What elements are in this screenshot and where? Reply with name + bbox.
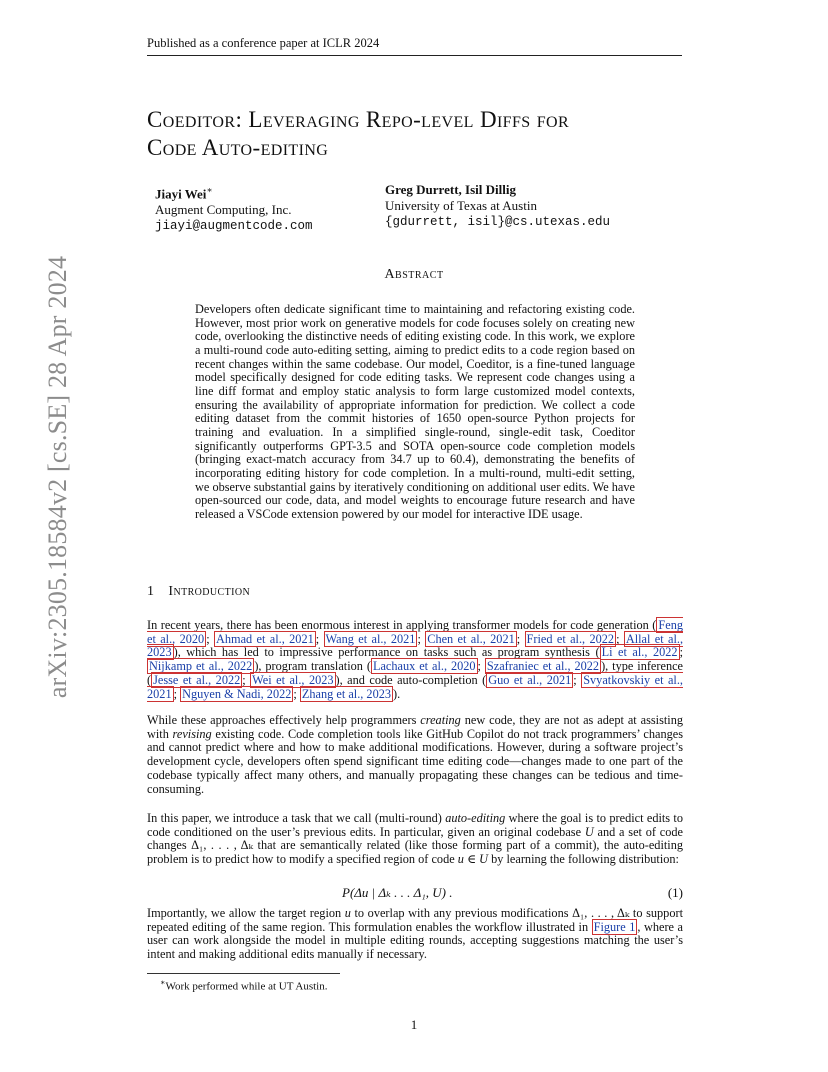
paper-title	[147, 106, 707, 162]
citation-link[interactable]: Wei et al., 2023	[252, 672, 334, 687]
section-number: 1	[147, 584, 155, 599]
text-run: , where a user can work alongside the model in multiple editing rounds, accepting suggestions matching the user’s intent and making additional edits manually if necessary.	[147, 919, 683, 962]
author-name: Jiayi Wei	[155, 186, 207, 202]
math-symbol: u ∈ U	[457, 852, 489, 867]
arxiv-identifier[interactable]: arXiv:2305.18584v2 [cs.SE] 28 Apr 2024	[43, 255, 72, 699]
text-run: ;	[616, 631, 624, 646]
citation-link[interactable]: Ahmad et al., 2021	[215, 631, 314, 646]
text-run: ;	[206, 631, 214, 646]
emphasis: auto-editing	[445, 811, 506, 825]
author-block-1	[155, 182, 313, 234]
footnote	[160, 978, 327, 993]
text-run: ;	[573, 672, 582, 687]
text-run: ;	[315, 631, 324, 646]
citation-link[interactable]: Svyatkovskiy et al., 2021	[147, 672, 683, 701]
citation-link[interactable]: Nguyen & Nadi, 2022	[182, 686, 292, 701]
math-symbol: u	[344, 906, 351, 920]
text-run: Importantly, we allow the target region	[147, 906, 345, 920]
intro-paragraph-2	[147, 714, 683, 796]
text-run: ;	[679, 645, 683, 660]
text-run: and a set of code changes Δ₁, . . . , Δₖ that are semantically related (like those forming part of a commit), the auto-editing problem is to predict how to modify a specified region of code	[147, 824, 683, 867]
intro-paragraph-4	[147, 907, 683, 962]
citation-link[interactable]: Szafraniec et al., 2022	[486, 659, 600, 674]
figure-link[interactable]: Figure 1	[593, 919, 636, 934]
text-run: ), program translation (	[254, 659, 371, 674]
text-run: ;	[242, 672, 251, 687]
equation-number: (1)	[667, 885, 683, 900]
math-symbol: U	[584, 824, 594, 839]
text-run: In recent years, there has been enormous interest in applying transformer models for code generation (	[147, 618, 657, 632]
title-line-2: Code Auto-editing	[147, 135, 329, 160]
running-header: Published as a conference paper at ICLR 2024	[147, 36, 682, 56]
author-block-2	[385, 182, 610, 230]
text-run: ), and code auto-completion (	[335, 672, 487, 687]
citation-link[interactable]: Wang et al., 2021	[325, 631, 416, 646]
text-run: While these approaches effectively help programmers	[147, 713, 421, 727]
citation-link[interactable]: Fried et al., 2022	[526, 631, 615, 646]
text-run: new code, they are not as adept at assisting with	[147, 713, 683, 741]
intro-paragraph-3	[147, 812, 683, 867]
author-affiliation: Augment Computing, Inc.	[155, 202, 292, 218]
footnote-divider	[147, 973, 340, 974]
abstract-text: Developers often dedicate significant time to maintaining and refactoring existing code. However, most prior work on generative models for code focuses solely on creating new code, overlooking the distinctive needs of editing existing code. In this work, we explore a multi-round code auto-editing setting, aiming to predict edits to a code region based on recent changes within the same codebase. Our model, Coeditor, is a fine-tuned language model specifically designed for code editing tasks. We represent code changes using a line diff format and employ static analysis to form large customized model contexts, ensuring the availability of appropriate information for prediction. We collect a code editing dataset from the commit histories of 1650 open-source Python projects for training and evaluation. In a simplified single-round, single-edit task, Coeditor significantly outperforms GPT-3.5 and SOTA open-source code completion models (bringing exact-match accuracy from 34.7 up to 60.4), demonstrating the benefits of incorporating editing history for code completion. In a multi-round, multi-edit setting, we observe substantial gains by iteratively conditioning on additional user edits. We have open-sourced our code, data, and model weights to encourage future research and have released a VSCode extension powered by our model for interactive IDE usage.	[195, 302, 635, 521]
text-run: In this paper, we introduce a task that we call (multi-round)	[147, 811, 446, 825]
footnote-mark: ∗	[206, 185, 213, 195]
footnote-mark: ∗	[160, 978, 166, 987]
text-run: ), which has led to impressive performance on tasks such as program synthesis (	[173, 645, 600, 660]
text-run: existing code. Code completion tools like GitHub Copilot do not track programmers’ changes and cannot predict where and how to make additional modifications. However, during a software project’s development cycle, developers often spend significant time editing code—changes made to one part of the codebase typically affect many others, and manually propagating these changes can be tedious and time-consuming.	[147, 726, 684, 796]
text-run: ;	[516, 631, 525, 646]
citation-link[interactable]: Chen et al., 2021	[427, 631, 515, 646]
text-run: where the goal is to predict edits to code conditioned on the user’s previous edits. In particular, given an original codebase	[147, 811, 683, 839]
citation-link[interactable]: Nijkamp et al., 2022	[149, 659, 253, 674]
citation-link[interactable]: Lachaux et al., 2020	[372, 659, 476, 674]
citation-link[interactable]: Zhang et al., 2023	[301, 686, 392, 701]
text-run: ;	[173, 686, 181, 701]
text-run: ;	[477, 659, 485, 674]
page-number: 1	[410, 1017, 418, 1032]
text-run: ;	[417, 631, 426, 646]
citation-link[interactable]: Guo et al., 2021	[488, 672, 572, 687]
section-title: Introduction	[168, 584, 251, 599]
equation-body: P(Δu | Δₖ . . . Δ₁, U) .	[342, 885, 453, 900]
citation-link[interactable]: Feng et al., 2020	[147, 618, 683, 646]
intro-paragraph-1	[147, 619, 683, 701]
text-run: ;	[293, 686, 300, 701]
equation-1	[147, 885, 683, 901]
author-affiliation: University of Texas at Austin	[385, 198, 537, 213]
author-email: {gdurrett, isil}@cs.utexas.edu	[385, 215, 611, 229]
author-email: jiayi@augmentcode.com	[155, 219, 313, 234]
abstract-heading: Abstract	[384, 267, 444, 282]
author-name: Greg Durrett, Isil Dillig	[385, 182, 516, 197]
citation-link[interactable]: Li et al., 2022	[601, 645, 678, 660]
citation-link[interactable]: Jesse et al., 2022	[153, 672, 241, 687]
section-heading	[147, 584, 250, 600]
title-line-1: Coeditor: Leveraging Repo-level Diffs for	[147, 107, 570, 132]
text-run: to overlap with any previous modifications Δ₁, . . . , Δₖ to support repeated editing of the same region. This formulation enables the workflow illustrated in	[147, 906, 683, 934]
text-run: ), type inference (	[147, 659, 684, 687]
footnote-text: Work performed while at UT Austin.	[165, 980, 328, 993]
citation-link[interactable]: Allal et al., 2023	[147, 631, 684, 660]
text-run: by learning the following distribution:	[488, 852, 679, 867]
text-run: ).	[393, 686, 401, 701]
emphasis: revising	[172, 726, 212, 741]
emphasis: creating	[420, 713, 461, 727]
